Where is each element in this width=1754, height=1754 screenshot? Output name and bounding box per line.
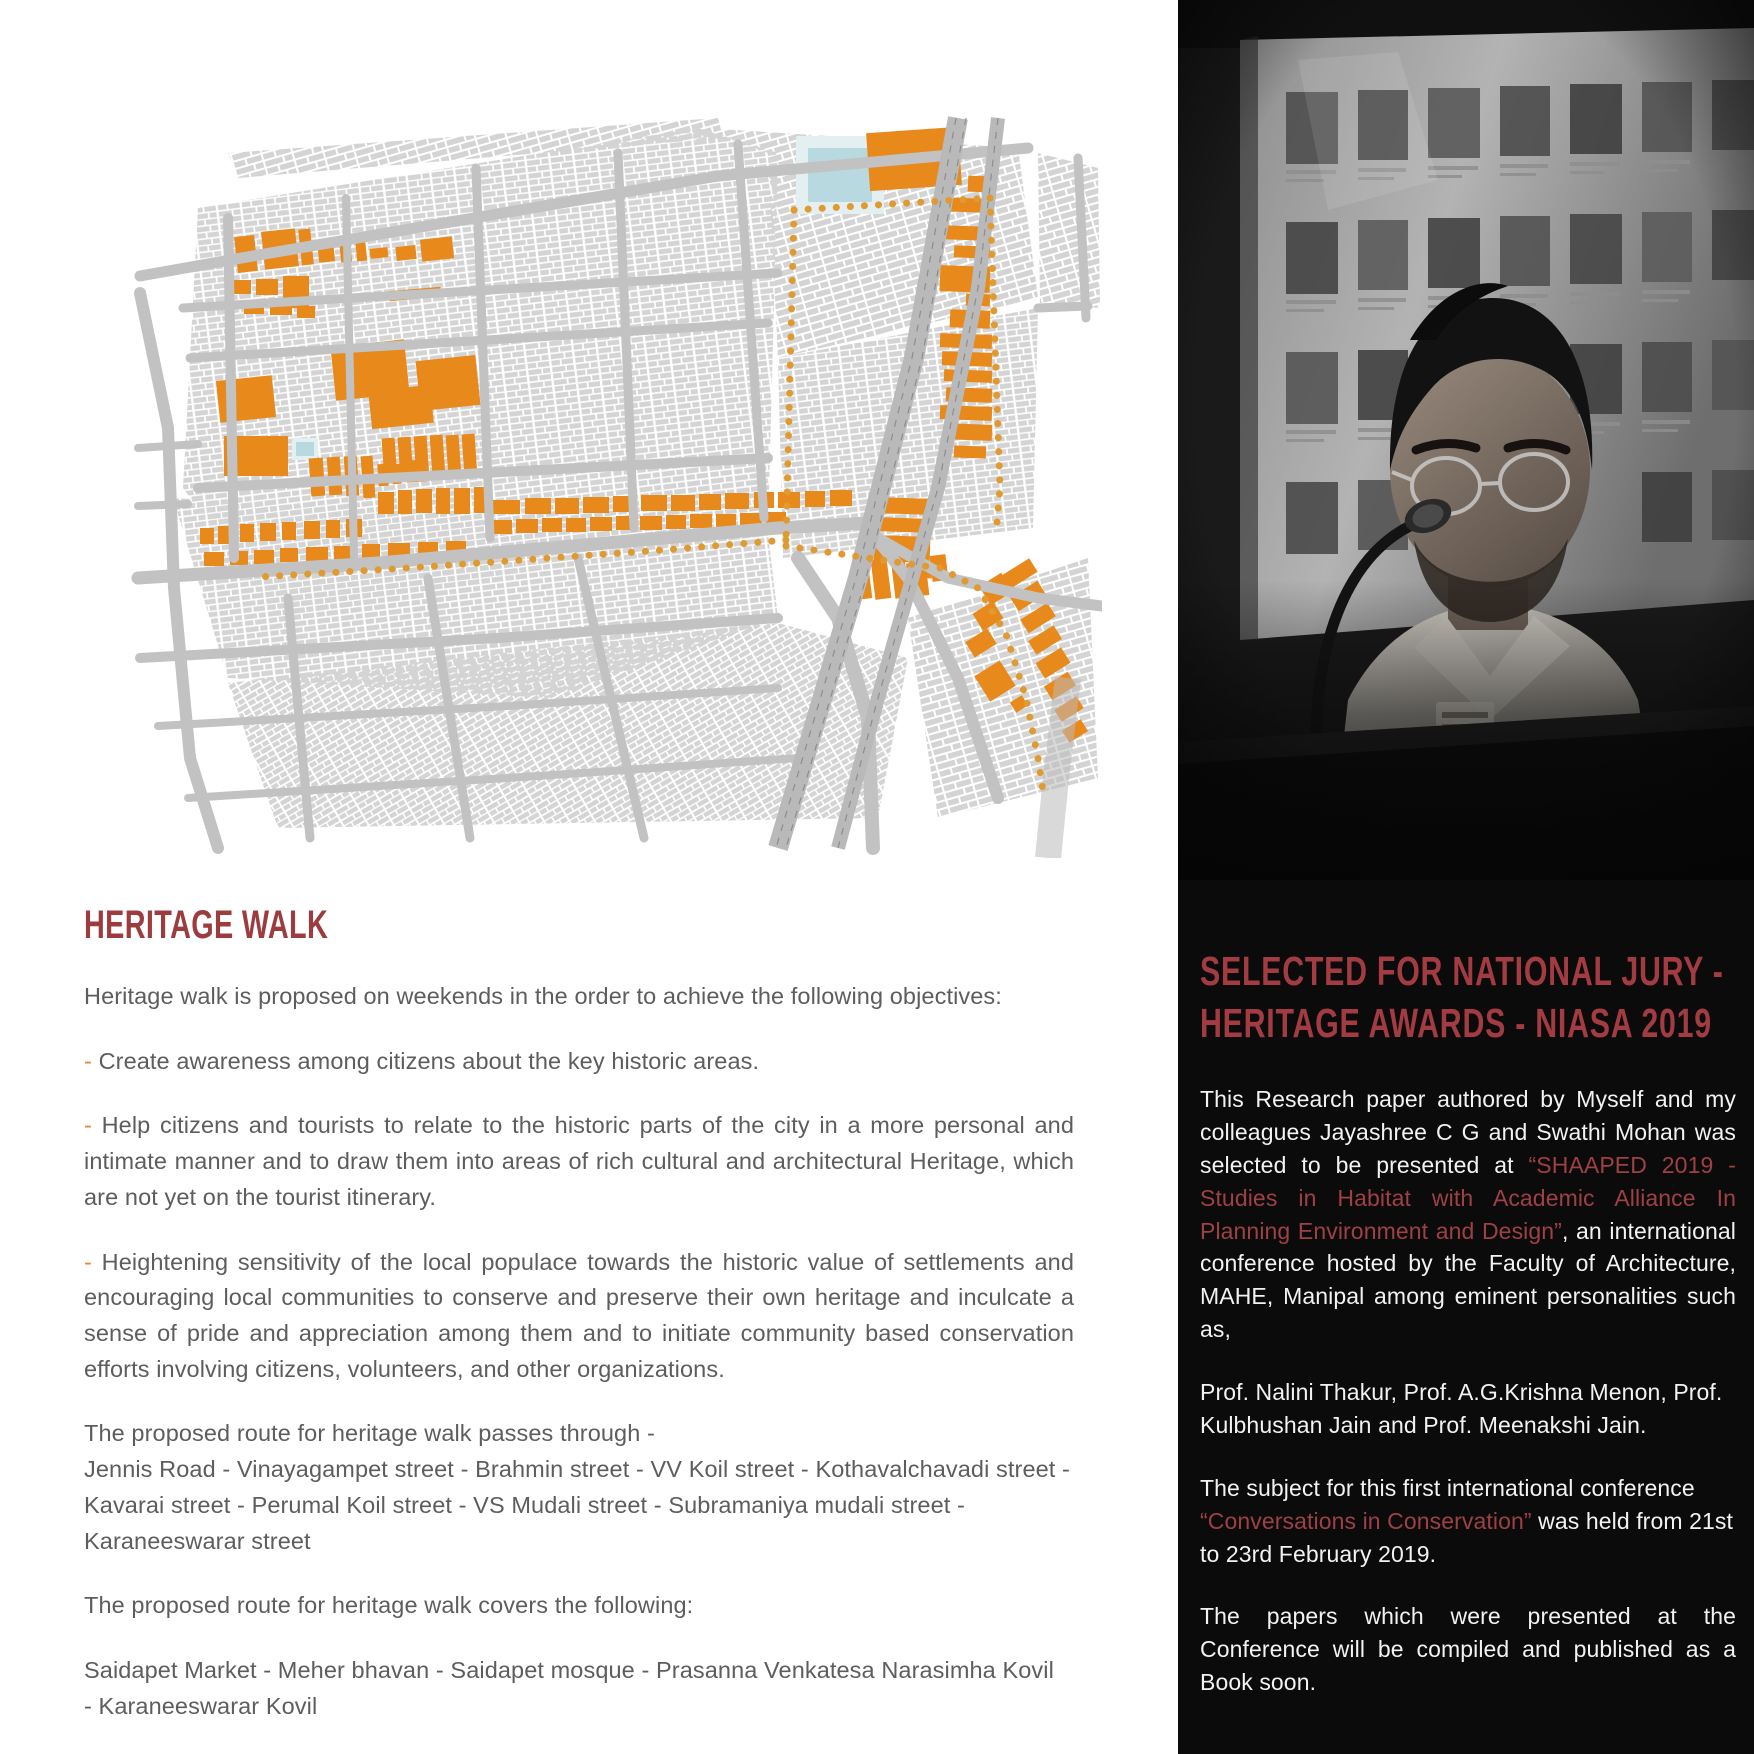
- map-layers: [78, 58, 1102, 858]
- award-paragraph-1: [1200, 1083, 1736, 1346]
- objective-bullet-1-text: Create awareness among citizens about the key historic areas.: [98, 1047, 760, 1074]
- objective-bullet-2: [84, 1108, 1074, 1215]
- award-description: [1200, 1083, 1736, 1729]
- route-line-2: Kavarai street - Perumal Koil street - VS Mudali street - Subramaniya mudali street -: [84, 1491, 965, 1518]
- objective-bullet-3-text: Heightening sensitivity of the local populace towards the historic value of settlements and encouraging local communities to conserve and preserve their own heritage and inculcate a sense of pride and appreciation among them and to initiate community based conservation efforts involving citizens, volunteers, and other organizations.: [84, 1248, 1074, 1382]
- award-title: [1200, 945, 1724, 1050]
- map-svg: [78, 58, 1102, 858]
- route-line-1: Jennis Road - Vinayagampet street - Brahmin street - VV Koil street - Kothavalchavadi street -: [84, 1456, 1070, 1483]
- intro-paragraph: Heritage walk is proposed on weekends in the order to achieve the following objectives:: [84, 983, 1002, 1009]
- heritage-walk-map: [78, 58, 1102, 858]
- right-panel-content: [1178, 0, 1754, 1754]
- right-panel: [1178, 0, 1754, 1754]
- route-line-3: Karaneeswarar street: [84, 1527, 311, 1554]
- objective-bullet-2-text: Help citizens and tourists to relate to the historic parts of the city in a more personal and intimate manner and to draw them into areas of rich cultural and architectural Heritage, which are not yet on the tourist itinerary.: [84, 1112, 1074, 1210]
- award-p3-part-b: was held from 21st to 23rd February 2019.: [1200, 1507, 1733, 1567]
- covers-line-1: Saidapet Market - Meher bhavan - Saidapet mosque - Prasanna Venkatesa Narasimha Kovil: [84, 1657, 1054, 1684]
- bullet-dash: -: [84, 1047, 92, 1074]
- conference-theme-highlight: “Conversations in Conservation”: [1200, 1507, 1532, 1534]
- bullet-dash: -: [84, 1112, 92, 1139]
- award-paragraph-4: The papers which were presented at the Conference will be compiled and published as a Book soon.: [1200, 1603, 1736, 1696]
- bullet-dash: -: [84, 1248, 92, 1275]
- award-p3-part-a: The subject for this first international conference: [1200, 1474, 1695, 1501]
- award-paragraph-3: [1200, 1472, 1736, 1571]
- objective-bullet-3: [84, 1245, 1074, 1388]
- award-p1-part-b: , an international conference hosted by the Faculty of Architecture, MAHE, Manipal among eminent personalities such as,: [1200, 1217, 1736, 1343]
- route-lead: The proposed route for heritage walk passes through -: [84, 1420, 655, 1447]
- covers-lead: The proposed route for heritage walk covers the following:: [84, 1592, 694, 1619]
- objective-bullet-1: [84, 1044, 1074, 1080]
- award-title-line-1: SELECTED FOR NATIONAL JURY -: [1200, 948, 1724, 994]
- covers-line-2: - Karaneeswarar Kovil: [84, 1692, 318, 1719]
- award-p1-part-a: This Research paper authored by Myself and my colleagues Jayashree C G and Swathi Mohan was selected to be presented at: [1200, 1086, 1736, 1178]
- page-title: HERITAGE WALK: [84, 903, 329, 947]
- award-title-line-2: HERITAGE AWARDS - NIASA 2019: [1200, 1000, 1712, 1047]
- award-paragraph-2: Prof. Nalini Thakur, Prof. A.G.Krishna Menon, Prof. Kulbhushan Jain and Prof. Meenakshi Jain.: [1200, 1379, 1723, 1438]
- left-text-block: [84, 905, 1074, 1754]
- conference-name-highlight: “SHAAPED 2019 - Studies in Habitat with Academic Alliance In Planning Environment and Design”: [1200, 1151, 1736, 1244]
